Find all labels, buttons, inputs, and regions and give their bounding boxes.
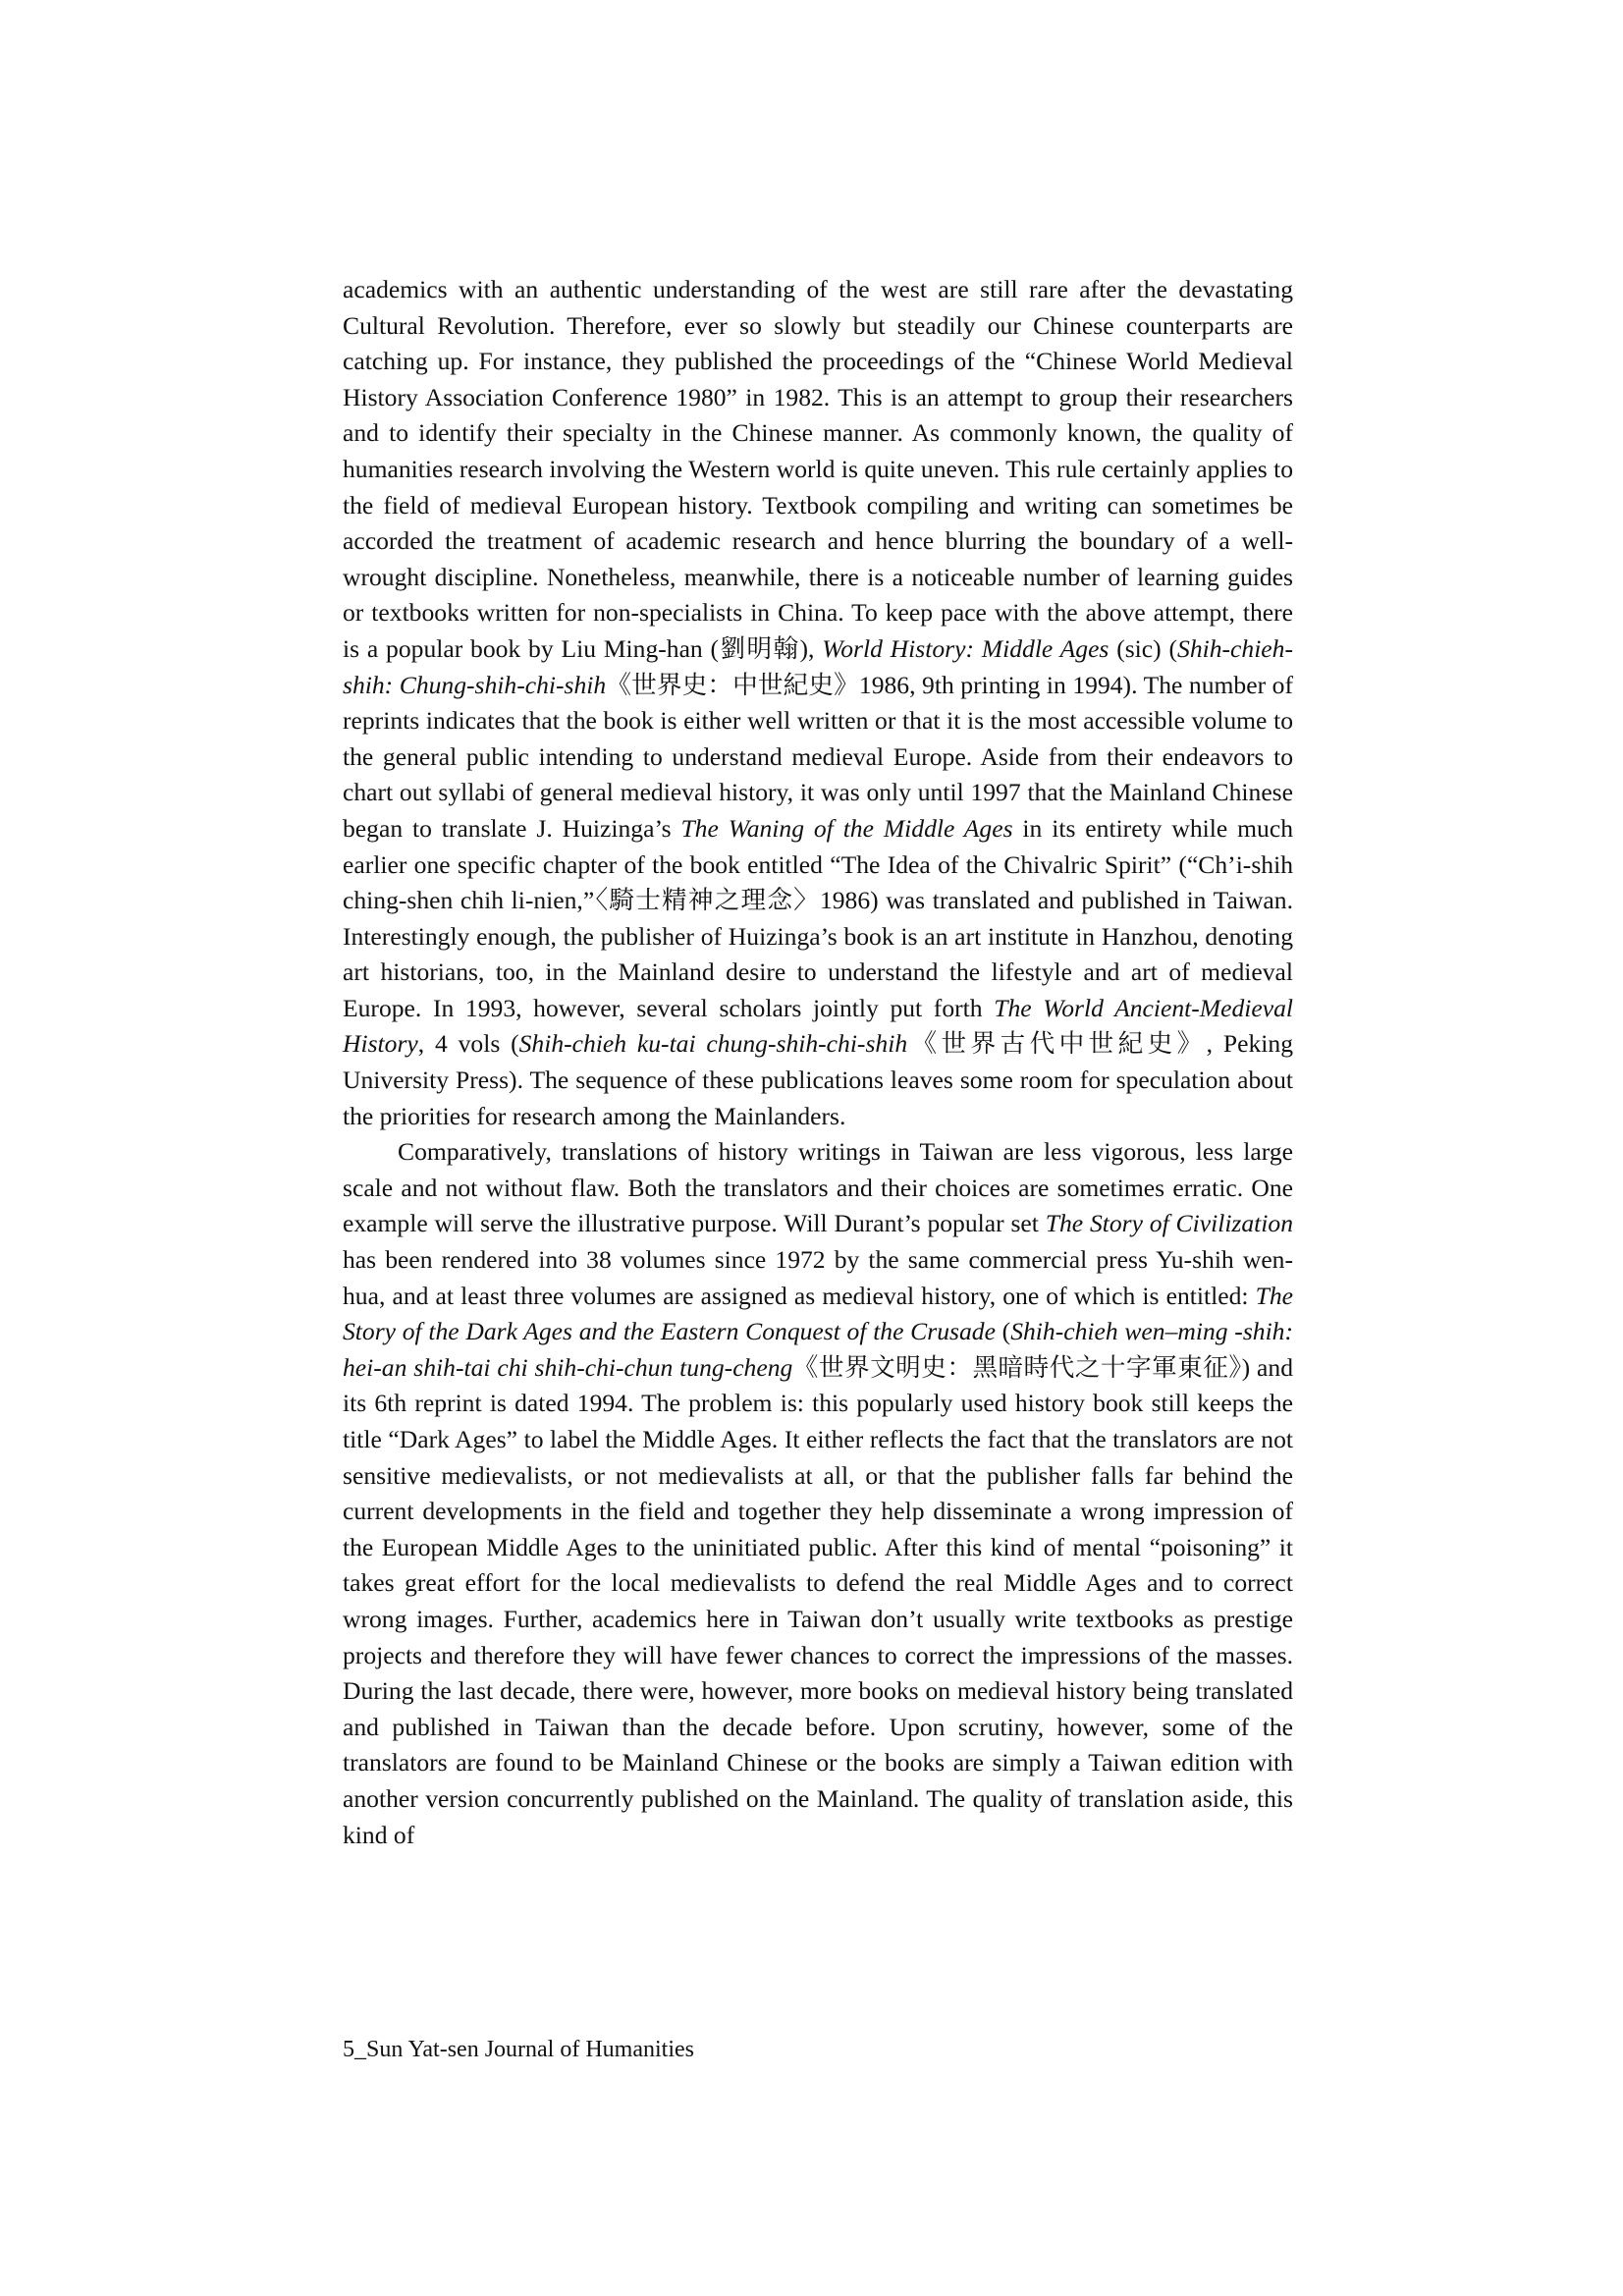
page-footer: 5_Sun Yat-sen Journal of Humanities [343, 2037, 694, 2062]
body-text: (sic) ( [1109, 633, 1178, 663]
italic-title-text: Shih-chieh ku-tai chung-shih-chi-shih [518, 1029, 908, 1059]
body-text: 《世界史：中世紀史》1986, 9th printing in 1994). The number of reprints indicates that the book is either well written or that it is the most accessible volume to the general public intending to understand medieval Europe. Aside from their endeavors to chart out syllabi of general medieval history, it was only until 1997 that the Mainland Chinese began to translate J. Huizinga’s [343, 670, 1293, 843]
body-text: Comparatively, translations of history writings in Taiwan are less vigorous, less large scale and not without flaw. Both the translators and their choices are sometimes erratic. One example will serve the illustrative purpose. Will Durant’s popular set [343, 1137, 1293, 1238]
italic-title-text: Shih-chieh-shih: Chung-shih-chi-shih [343, 633, 1293, 699]
paragraph-1 [343, 272, 1293, 1134]
paragraph-2 [343, 1134, 1293, 1853]
body-text: in its entirety while much earlier one specific chapter of the book entitled “The Idea of the Chivalric Spirit” (“Ch’i-shih ching-shen chih li-nien,”〈騎士精神之理念〉1986) was translated and published in Taiwan. Interestingly enough, the publisher of Huizinga’s book is an art institute in Hanzhou, denoting art historians, too, in the Mainland desire to understand the lifestyle and art of medieval Europe. In 1993, however, several scholars jointly put forth [343, 813, 1293, 1022]
italic-title-text: Shih-chieh wen–ming -shih: hei-an shih-tai chi shih-chi-chun tung-cheng [343, 1317, 1294, 1382]
italic-title-text: World History: Middle Ages [822, 633, 1109, 663]
article-body [343, 272, 1293, 1853]
italic-title-text: The Waning of the Middle Ages [680, 813, 1013, 843]
body-text: , 4 vols ( [417, 1029, 519, 1059]
italic-title-text: The World Ancient-Medieval History [343, 993, 1293, 1059]
body-text: 《世界文明史：黑暗時代之十字軍東征》) and its 6th reprint is dated 1994. The problem is: this popularly used history book still keeps the title “Dark Ages” to label the Middle Ages. It either reflects the fact that the translators are not sensitive medievalists, or not medievalists at all, or that the publisher falls far behind the current developments in the field and together they help disseminate a wrong impression of the European Middle Ages to the uninitiated public. After this kind of mental “poisoning” it takes great effort for the local medievalists to defend the real Middle Ages and to correct wrong images. Further, academics here in Taiwan don’t usually write textbooks as prestige projects and therefore they will have fewer chances to correct the impressions of the masses. During the last decade, there were, however, more books on medieval history being translated and published in Taiwan than the decade before. Upon scrutiny, however, some of the translators are found to be Mainland Chinese or the books are simply a Taiwan edition with another version concurrently published on the Mainland. The quality of translation aside, this kind of [343, 1352, 1293, 1849]
body-text: has been rendered into 38 volumes since 1972 by the same commercial press Yu-shih wen-hua, and at least three volumes are assigned as medieval history, one of which is entitled: [343, 1245, 1293, 1310]
body-text: academics with an authentic understanding of the west are still rare after the devastating Cultural Revolution. Therefore, ever so slowly but steadily our Chinese counterparts are catching up. For instance, they published the proceedings of the “Chinese World Medieval History Association Conference 1980” in 1982. This is an attempt to group their researchers and to identify their specialty in the Chinese manner. As commonly known, the quality of humanities research involving the Western world is quite uneven. This rule certainly applies to the field of medieval European history. Textbook compiling and writing can sometimes be accorded the treatment of academic research and hence blurring the boundary of a well-wrought discipline. Nonetheless, meanwhile, there is a noticeable number of learning guides or textbooks written for non-specialists in China. To keep pace with the above attempt, there is a popular book by Liu Ming-han (劉明翰), [343, 275, 1293, 663]
body-text: 《世界古代中世紀史》, Peking University Press). The sequence of these publications leaves some room for speculation about the priorities for research among the Mainlanders. [343, 1029, 1293, 1130]
body-text: ( [995, 1317, 1011, 1346]
italic-title-text: The Story of Civilization [1045, 1209, 1293, 1238]
italic-title-text: The Story of the Dark Ages and the Eastern Conquest of the Crusade [343, 1281, 1293, 1346]
